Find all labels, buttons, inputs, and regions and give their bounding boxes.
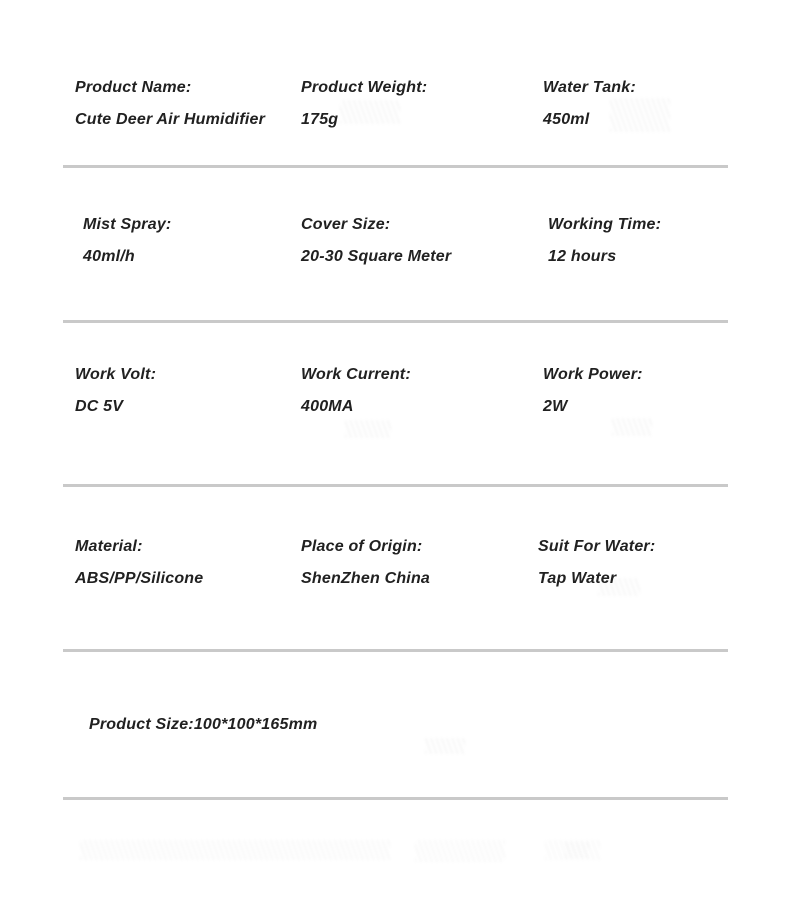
spec-label: Suit For Water: bbox=[538, 538, 656, 555]
watermark-smudge bbox=[545, 840, 600, 860]
spec-row-3 bbox=[63, 323, 728, 487]
spec-cell-product-size bbox=[63, 717, 728, 797]
watermark-smudge bbox=[565, 842, 589, 858]
spec-value: 175g bbox=[301, 111, 339, 128]
spec-label: Product Size:100*100*165mm bbox=[89, 716, 318, 733]
watermark-smudge bbox=[415, 840, 505, 862]
spec-cell-suit-for-water bbox=[529, 539, 728, 649]
spec-label: Place of Origin: bbox=[301, 538, 423, 555]
spec-value: Cute Deer Air Humidifier bbox=[75, 111, 266, 128]
spec-row-2 bbox=[63, 168, 728, 323]
spec-cell-material bbox=[63, 539, 289, 649]
spec-row-1 bbox=[63, 0, 728, 168]
spec-label: Work Power: bbox=[543, 366, 643, 383]
spec-value: 400MA bbox=[301, 398, 354, 415]
spec-cell-place-of-origin bbox=[289, 539, 529, 649]
spec-cell-cover-size bbox=[289, 217, 529, 320]
spec-cell-work-volt bbox=[63, 367, 289, 484]
spec-cell-mist-spray bbox=[63, 217, 289, 320]
spec-value: DC 5V bbox=[75, 398, 124, 415]
spec-value: ABS/PP/Silicone bbox=[75, 570, 204, 587]
spec-value: 12 hours bbox=[548, 248, 617, 265]
spec-cell-working-time bbox=[529, 217, 728, 320]
spec-label: Cover Size: bbox=[301, 216, 391, 233]
spec-label: Work Volt: bbox=[75, 366, 157, 383]
spec-value: 450ml bbox=[543, 111, 590, 128]
spec-cell-work-current bbox=[289, 367, 529, 484]
spec-label: Material: bbox=[75, 538, 143, 555]
spec-value: Tap Water bbox=[538, 570, 617, 587]
spec-row-4 bbox=[63, 487, 728, 652]
spec-row-5 bbox=[63, 652, 728, 800]
spec-value: 40ml/h bbox=[83, 248, 135, 265]
spec-label: Water Tank: bbox=[543, 79, 636, 96]
spec-value: 2W bbox=[543, 398, 568, 415]
spec-label: Mist Spray: bbox=[83, 216, 172, 233]
watermark-smudge bbox=[80, 840, 390, 860]
spec-cell-work-power bbox=[529, 367, 728, 484]
spec-table bbox=[63, 0, 728, 800]
spec-cell-product-name bbox=[63, 80, 289, 165]
spec-cell-water-tank bbox=[529, 80, 728, 165]
spec-value: 20-30 Square Meter bbox=[301, 248, 452, 265]
spec-label: Working Time: bbox=[548, 216, 662, 233]
spec-label: Work Current: bbox=[301, 366, 411, 383]
spec-value: ShenZhen China bbox=[301, 570, 431, 587]
spec-label: Product Weight: bbox=[301, 79, 428, 96]
spec-label: Product Name: bbox=[75, 79, 192, 96]
spec-cell-product-weight bbox=[289, 80, 529, 165]
